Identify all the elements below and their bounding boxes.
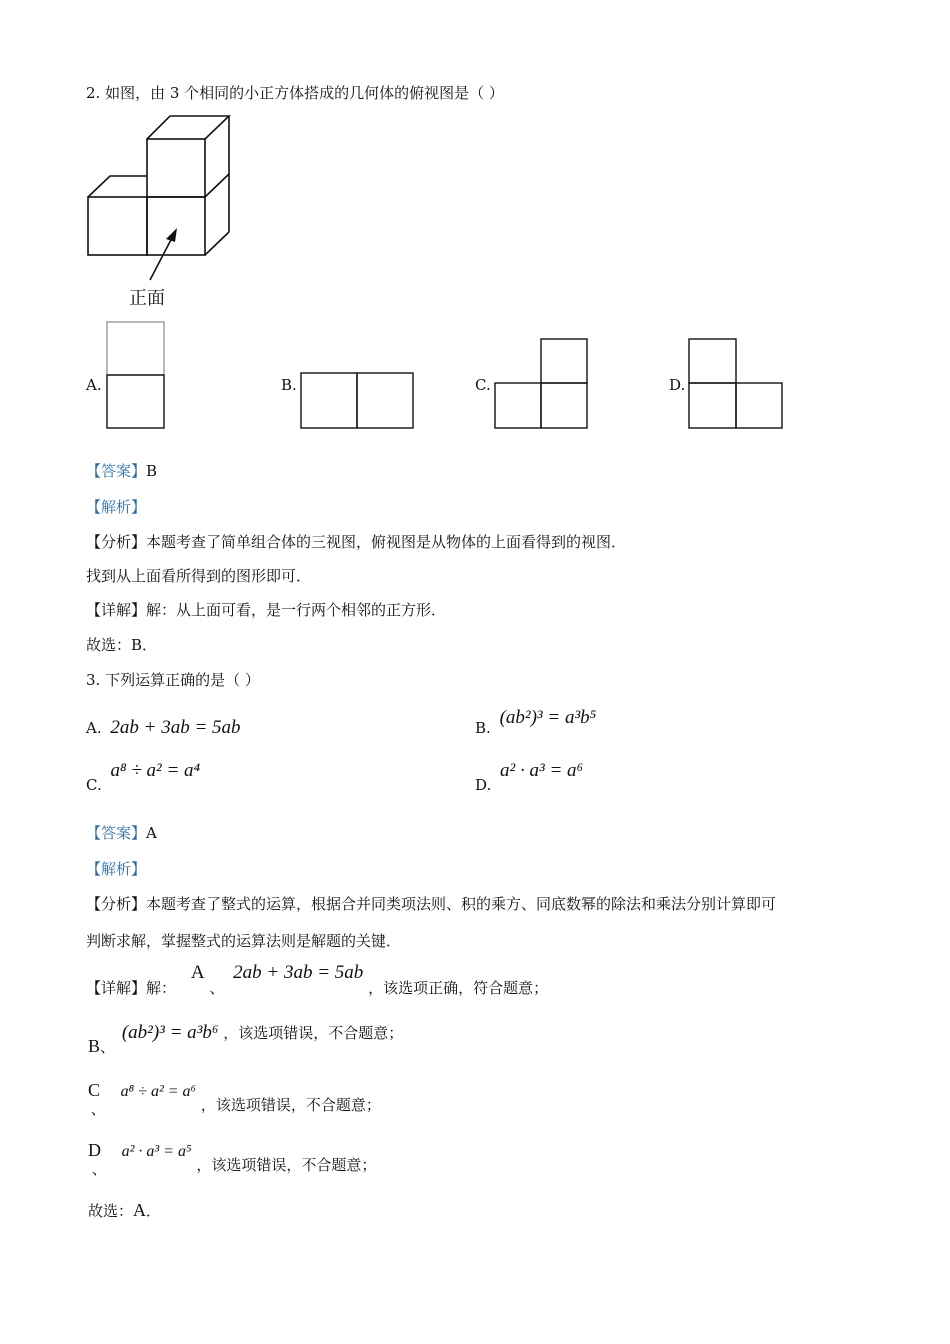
analysis-tag: 【解析】 <box>86 860 147 878</box>
q2-option-a-figure <box>106 321 166 431</box>
step-a-letter: A <box>190 962 205 983</box>
step-d-sep: 、 <box>91 1160 107 1178</box>
fenxi-tag: 【分析】 <box>86 895 147 913</box>
q3-option-b <box>475 707 597 737</box>
q2-fenxi-cont: 找到从上面看所得到的图形即可． <box>86 567 312 585</box>
q3-step-a <box>86 962 549 997</box>
cube-figure <box>80 108 250 318</box>
q3-step-c <box>88 1080 381 1118</box>
step-d-letter: D <box>88 1140 101 1160</box>
conclusion-end: ． <box>146 1202 162 1220</box>
q3-option-d <box>475 760 584 794</box>
step-c-comment: ，该选项错误，不合题意； <box>200 1096 381 1114</box>
q3-option-c <box>86 760 201 794</box>
analysis-tag: 【解析】 <box>86 498 147 516</box>
conclusion-prefix: 故选： <box>88 1202 134 1220</box>
xiangjie-text: 解：从上面可看，是一行两个相邻的正方形． <box>146 601 447 619</box>
step-d-expr: a² · a³ = a⁵ <box>121 1143 192 1160</box>
q2-stem: 2. 如图，由 3 个相同的小正方体搭成的几何体的俯视图是（ ） <box>86 84 504 102</box>
xiangjie-tag: 【详解】 <box>86 601 147 619</box>
step-c-letter: C <box>88 1080 101 1100</box>
q3-option-c-label: C. <box>86 776 102 794</box>
q3-stem: 3. 下列运算正确的是（ ） <box>86 671 260 689</box>
q3-option-a <box>86 717 241 739</box>
q3-conclusion <box>88 1200 161 1221</box>
q2-conclusion: 故选：B． <box>86 636 158 654</box>
q3-step-b <box>88 1022 404 1056</box>
xiangjie-tag: 【详解】 <box>86 979 147 997</box>
q3-fenxi <box>86 893 776 914</box>
q2-xiangjie <box>86 599 446 620</box>
step-c-sep: 、 <box>90 1100 106 1118</box>
step-c-expr: a⁸ ÷ a² = a⁶ <box>120 1083 197 1100</box>
step-d-comment: ，该选项错误，不合题意； <box>196 1156 377 1174</box>
answer-tag: 【答案】 <box>86 824 147 842</box>
q2-option-b-label: B. <box>281 376 297 394</box>
q2-fenxi <box>86 531 626 552</box>
step-b-comment: ，该选项错误，不合题意； <box>223 1024 404 1042</box>
q2-option-d-figure <box>688 338 784 430</box>
q3-option-b-expr: (ab²)³ = a³b⁵ <box>499 707 597 728</box>
step-b-expr: (ab²)³ = a³b⁶ <box>121 1022 219 1043</box>
step-b-letter: B <box>88 1036 101 1056</box>
q2-answer <box>86 460 157 481</box>
answer-value: B <box>146 462 158 480</box>
q2-option-b-figure <box>300 372 416 430</box>
q3-option-c-expr: a⁸ ÷ a² = a⁴ <box>110 760 201 781</box>
conclusion-letter: A <box>133 1200 147 1220</box>
q3-answer <box>86 822 157 843</box>
fenxi-tag: 【分析】 <box>86 533 147 551</box>
q3-option-b-label: B. <box>475 719 491 737</box>
q3-option-a-expr: 2ab + 3ab = 5ab <box>110 717 241 738</box>
step-b-sep: 、 <box>100 1038 116 1056</box>
step-a-comment: ，该选项正确，符合题意； <box>368 979 549 997</box>
q2-option-a-label: A. <box>86 376 102 394</box>
q2-option-d-label: D. <box>669 376 686 394</box>
q3-option-d-expr: a² · a³ = a⁶ <box>500 760 584 781</box>
step-a-sep: 、 <box>209 979 225 997</box>
q2-option-c-figure <box>494 338 590 430</box>
answer-tag: 【答案】 <box>86 462 147 480</box>
q3-option-a-label: A. <box>86 719 102 737</box>
step-a-expr: 2ab + 3ab = 5ab <box>233 962 364 983</box>
q3-fenxi-cont: 判断求解，掌握整式的运算法则是解题的关键． <box>86 932 402 950</box>
fenxi-text: 本题考查了简单组合体的三视图，俯视图是从物体的上面看得到的视图． <box>146 533 627 551</box>
answer-value: A <box>146 824 157 842</box>
xiangjie-prefix: 解： <box>146 979 177 997</box>
fenxi-text: 本题考查了整式的运算，根据合并同类项法则、积的乘方、同底数幂的除法和乘法分别计算即可 <box>146 895 777 913</box>
q3-step-d <box>88 1140 377 1178</box>
q2-option-c-label: C. <box>475 376 491 394</box>
front-label: 正面 <box>129 288 165 309</box>
q3-option-d-label: D. <box>475 776 492 794</box>
